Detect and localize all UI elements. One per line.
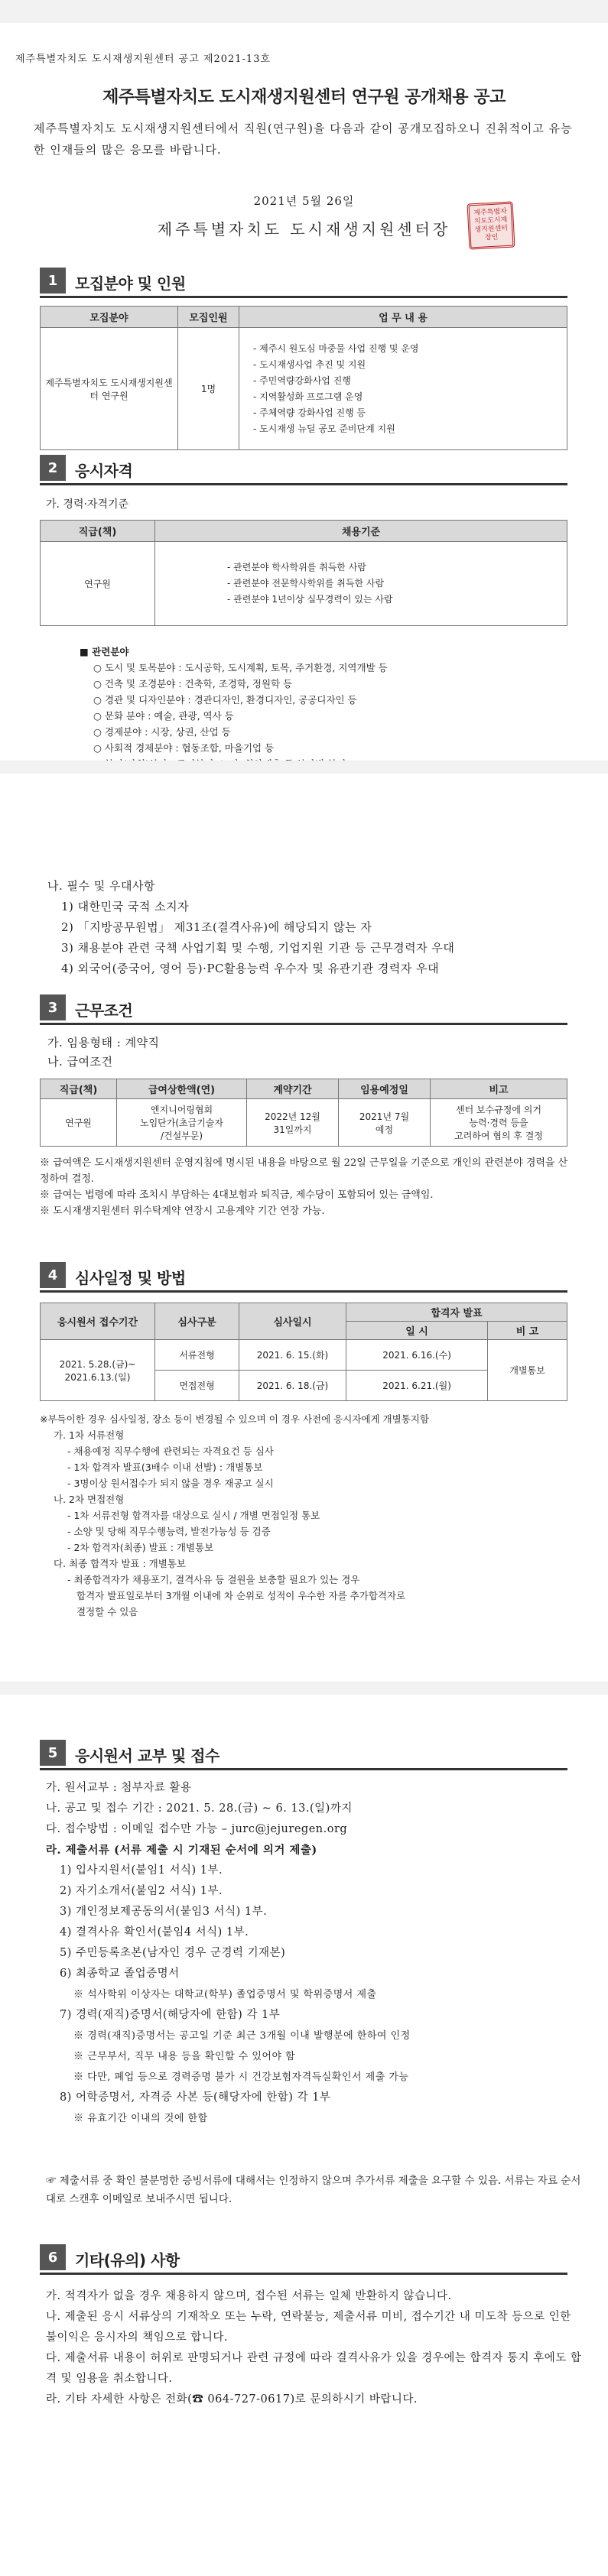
- schedule-notes: [40, 1411, 583, 1620]
- section-title: 모집분야 및 인원: [75, 274, 186, 293]
- note-line: - 최종합격자가 채용포기, 결격사유 등 결원을 보충할 필요가 있는 경우: [67, 1574, 360, 1585]
- application-note: ☞ 제출서류 중 확인 불분명한 증빙서류에 대해서는 인정하지 않으며 추가서류 제출을 요구할 수 있음. 서류는 자료 순서대로 스캔후 이메일로 보내주시면 됩니다.: [46, 2175, 581, 2205]
- page-1: [0, 0, 608, 761]
- criteria-item: - 관련분야 학사학위를 취득한 사람: [227, 562, 366, 573]
- col-header: 비고: [431, 1079, 567, 1099]
- requirement-item: 2) 「지방공무원법」 제31조(결격사유)에 해당되지 않는 자: [61, 920, 372, 934]
- page-3: [0, 1682, 608, 2576]
- doc-item: 6) 최종학교 졸업증명서: [60, 1968, 180, 1980]
- section-4-header: [40, 1262, 567, 1288]
- salary-table: [40, 1079, 567, 1147]
- count-cell: 1명: [178, 328, 239, 450]
- duty-item: - 주민역량강화사업 진행: [253, 375, 351, 386]
- section-rule: [40, 2273, 567, 2275]
- criteria-cell: [155, 542, 567, 626]
- page-2: [0, 761, 608, 1682]
- doc-item: 3) 개인정보제공동의서(붙임3 서식) 1부.: [60, 1906, 268, 1918]
- col-header: 심사일시: [239, 1303, 346, 1340]
- requirement-item: 1) 대한민국 국적 소지자: [61, 900, 190, 913]
- related-item: ○ 경관 및 디자인분야 : 경관디자인, 환경디자인, 공공디자인 등: [93, 694, 357, 706]
- duties-cell: [239, 328, 567, 450]
- section-number: 2: [40, 455, 66, 481]
- note-line: - 1차 합격자 발표(3배수 이내 선발) : 개별통보: [67, 1462, 263, 1473]
- section-title: 심사일정 및 방법: [75, 1269, 186, 1287]
- note-line: ※ 도시재생지원센터 위수탁계약 연장시 고용계약 기간 연장 가능.: [40, 1205, 325, 1217]
- field-cell: 제주특별자치도 도시재생지원센터 연구원: [41, 328, 178, 450]
- requirement-item: 3) 채용분야 관련 국책 사업기획 및 수행, 기업지원 기관 등 근무경력자 우대: [61, 941, 455, 955]
- related-item: ○ 건축 및 조경분야 : 건축학, 조경학, 정원학 등: [93, 678, 293, 689]
- section-title: 근무조건: [75, 1001, 133, 1020]
- salary-notes: [40, 1155, 575, 1219]
- col-header: 모집분야: [41, 307, 178, 328]
- col-header: 모집인원: [178, 307, 239, 328]
- start-cell: 2021년 7월 예정: [339, 1099, 431, 1147]
- note-line: - 1차 서류전형 합격자를 대상으로 실시 / 개별 면접일정 통보: [67, 1510, 320, 1521]
- col-header: 일 시: [346, 1322, 488, 1340]
- note-line: ※ 급여는 법령에 따라 조치시 부담하는 4대보험과 퇴직금, 제수당이 포함되어 있는 금액임.: [40, 1189, 434, 1201]
- col-header: 비 고: [488, 1322, 567, 1340]
- duty-item: - 제주시 원도심 마중물 사업 진행 및 운영: [253, 342, 419, 354]
- date-cell: 2021. 6. 18.(금): [239, 1371, 346, 1401]
- note-line: 결정할 수 있음: [76, 1606, 138, 1617]
- doc-item: 1) 입사지원서(붙임1 서식) 1부.: [60, 1864, 223, 1877]
- doc-item: 8) 어학증명서, 자격증 사본 등(해당자에 한함) 각 1부: [60, 2091, 331, 2104]
- doc-number: 제주특별자치도 도시재생지원센터 공고 제2021-13호: [15, 54, 271, 65]
- rank-cell: 연구원: [41, 1099, 117, 1147]
- page-gap: [0, 1682, 608, 1695]
- section-3-header: [40, 994, 567, 1020]
- duty-item: - 지역활성화 프로그램 운영: [253, 391, 363, 402]
- doc-note: ※ 석사학위 이상자는 대학교(학부) 졸업증명서 및 학위증명서 제출: [73, 1989, 377, 2000]
- duty-item: - 주체역량 강화사업 진행 등: [253, 407, 366, 418]
- col-header: 합격자 발표: [346, 1303, 567, 1322]
- related-item: ○ 도시 및 토목분야 : 도시공학, 도시계획, 토목, 주거환경, 지역개발 등: [93, 662, 388, 673]
- col-header: 업 무 내 용: [239, 307, 567, 328]
- doc-title: 제주특별자치도 도시재생지원센터 연구원 공개채용 공고: [102, 88, 506, 107]
- doc-note: ※ 유효기간 이내의 것에 한함: [73, 2113, 208, 2124]
- notice-block: [46, 2286, 585, 2410]
- note-line: 합격자 발표일로부터 3개월 이내에 차 순위로 성적이 우수한 자를 추가합격자로: [76, 1590, 406, 1601]
- note-cell: 센터 보수규정에 의거 능력·경력 등을 고려하여 협의 후 결정: [431, 1099, 567, 1147]
- type-cell: 서류전형: [155, 1340, 239, 1371]
- subsection-title: 가. 경력·자격기준: [46, 498, 129, 511]
- section-rule: [40, 1290, 567, 1293]
- section-rule: [40, 483, 567, 485]
- requirements-title: 나. 필수 및 우대사항: [47, 879, 155, 893]
- remark-cell: 개별통보: [488, 1340, 567, 1401]
- duty-item: - 도시재생사업 추진 및 지원: [253, 358, 366, 370]
- announce-cell: 2021. 6.21.(월): [346, 1371, 488, 1401]
- announce-cell: 2021. 6.16.(수): [346, 1340, 488, 1371]
- section-1-header: [40, 268, 567, 294]
- doc-item: 5) 주민등록초본(남자인 경우 군경력 기재본): [60, 1947, 286, 1959]
- section-number: 3: [40, 994, 66, 1020]
- duty-item: - 도시재생 뉴딜 공모 준비단계 지원: [253, 423, 395, 434]
- col-header: 심사구분: [155, 1303, 239, 1340]
- salary-cell: 엔지니어링협회 노임단가(초급기술자 /건설부문): [117, 1099, 247, 1147]
- section-number: 4: [40, 1262, 66, 1288]
- section-number: 6: [40, 2244, 66, 2270]
- section-number: 1: [40, 268, 66, 294]
- page-gap: [0, 0, 608, 23]
- official-seal: 제주특별자치도도시재생지원센터장인: [467, 201, 515, 249]
- note-line: - 채용예정 직무수행에 관련되는 자격요건 등 심사: [67, 1445, 274, 1457]
- section-2-header: [40, 455, 567, 481]
- section-title: 응시자격: [75, 462, 133, 480]
- related-item: ○ 사회적 경제분야 : 협동조합, 마을기업 등: [93, 742, 275, 754]
- col-header: 직급(책): [41, 1079, 117, 1099]
- date-cell: 2021. 6. 15.(화): [239, 1340, 346, 1371]
- col-header: 임용예정일: [339, 1079, 431, 1099]
- note-line: 가. 1차 서류전형: [54, 1429, 125, 1441]
- section-rule: [40, 296, 567, 298]
- section-title: 응시원서 교부 및 접수: [75, 1747, 219, 1765]
- note-line: - 3명이상 원서접수가 되지 않을 경우 재공고 실시: [67, 1478, 274, 1489]
- intro-text: 제주특별자치도 도시재생지원센터에서 직원(연구원)을 다음과 같이 공개모집하오니 진취적이고 유능한 인재들의 많은 응모를 바랍니다.: [34, 122, 573, 157]
- criteria-item: - 관련분야 전문학사학위를 취득한 사람: [227, 578, 385, 589]
- org-name: 제주특별자치도 도시재생지원센터장: [157, 220, 451, 238]
- recruit-table: [40, 306, 567, 450]
- doc-note: ※ 근무부서, 직무 내용 등을 확인할 수 있어야 함: [73, 2051, 296, 2062]
- requirements-block: [47, 876, 583, 979]
- doc-item: 7) 경력(재직)증명서(해당자에 한함) 각 1부: [60, 2009, 281, 2021]
- period-cell: 2022년 12월 31일까지: [247, 1099, 339, 1147]
- doc-note: ※ 다만, 폐업 등으로 경력증명 불가 시 건강보험자격득실확인서 제출 가능: [73, 2072, 409, 2083]
- section-5-header: [40, 1740, 567, 1766]
- note-line: ※부득이한 경우 심사일정, 장소 등이 변경될 수 있으며 이 경우 사전에 응시자에게 개별통지함: [40, 1413, 429, 1425]
- notice-item: 라. 기타 자세한 사항은 전화(☎ 064-727-0617)로 문의하시기 바랍니다.: [46, 2393, 418, 2406]
- col-header: 급여상한액(연): [117, 1079, 247, 1099]
- note-line: 나. 2차 면접전형: [54, 1494, 125, 1505]
- rank-cell: 연구원: [41, 542, 155, 626]
- schedule-table: [40, 1303, 567, 1401]
- section-rule: [40, 1768, 567, 1770]
- related-title: ■ 관련분야: [80, 646, 129, 657]
- related-item: ○ 문화 분야 : 예술, 관광, 역사 등: [93, 710, 234, 722]
- app-line: 다. 접수방법 : 이메일 접수만 가능 – jurc@jejuregen.org: [46, 1823, 348, 1835]
- criteria-table: [40, 520, 567, 626]
- section-title: 기타(유의) 사항: [75, 2251, 180, 2269]
- doc-item: 2) 자기소개서(붙임2 서식) 1부.: [60, 1885, 223, 1897]
- announce-date: 2021년 5월 26일: [253, 194, 355, 208]
- notice-item: 나. 제출된 응시 서류상의 기재착오 또는 누락, 연락불능, 제출서류 미비, 접수기간 내 미도착 등으로 인한 불이익은 응시자의 책임으로 합니다.: [46, 2311, 571, 2344]
- section-6-header: [40, 2244, 567, 2270]
- doc-item: 4) 결격사유 확인서(붙임4 서식) 1부.: [60, 1926, 249, 1938]
- note-line: ※ 급여액은 도시재생지원센터 운영지침에 명시된 내용을 바탕으로 월 22일 근무일을 기준으로 개인의 관련분야 경력을 산정하여 결정.: [40, 1157, 568, 1185]
- app-line: 라. 제출서류 (서류 제출 시 기재된 순서에 의거 제출): [46, 1844, 317, 1857]
- note-line: 다. 최종 합격자 발표 : 개별통보: [54, 1558, 186, 1569]
- page-gap: [0, 761, 608, 774]
- subsection-title: 가. 임용형태 : 계약직: [47, 1036, 160, 1050]
- note-line: - 2차 합격자(최종) 발표 : 개별통보: [67, 1542, 214, 1553]
- section-number: 5: [40, 1740, 66, 1766]
- col-header: 직급(책): [41, 521, 155, 542]
- related-item: ○ 경제분야 : 시장, 상권, 산업 등: [93, 726, 231, 738]
- app-line: 나. 공고 및 접수 기간 : 2021. 5. 28.(금) ~ 6. 13.(일)까지: [46, 1802, 353, 1815]
- note-line: - 소양 및 당해 직무수행능력, 발전가능성 등 검증: [67, 1526, 271, 1537]
- col-header: 채용기준: [155, 521, 567, 542]
- application-block: [46, 1778, 589, 2129]
- type-cell: 면접전형: [155, 1371, 239, 1401]
- section-rule: [40, 1023, 567, 1025]
- notice-item: 가. 적격자가 없을 경우 채용하지 않으며, 접수된 서류는 일체 반환하지 않습니다.: [46, 2290, 452, 2302]
- period-cell: 2021. 5.28.(금)~ 2021.6.13.(일): [41, 1340, 155, 1401]
- criteria-item: - 관련분야 1년이상 실무경력이 있는 사람: [227, 594, 393, 605]
- col-header: 계약기간: [247, 1079, 339, 1099]
- requirement-item: 4) 외국어(중국어, 영어 등)·PC활용능력 우수자 및 유관기관 경력자 우대: [61, 962, 440, 975]
- doc-note: ※ 경력(재직)증명서는 공고일 기준 최근 3개월 이내 발행분에 한하여 인정: [73, 2030, 411, 2042]
- subsection-title: 나. 급여조건: [47, 1055, 113, 1069]
- notice-item: 다. 제출서류 내용이 허위로 판명되거나 관련 규정에 따라 결격사유가 있을 경우에는 합격자 통지 후에도 합격 및 임용을 취소합니다.: [46, 2352, 582, 2385]
- col-header: 응시원서 접수기간: [41, 1303, 155, 1340]
- app-line: 가. 원서교부 : 첨부자료 활용: [46, 1782, 192, 1794]
